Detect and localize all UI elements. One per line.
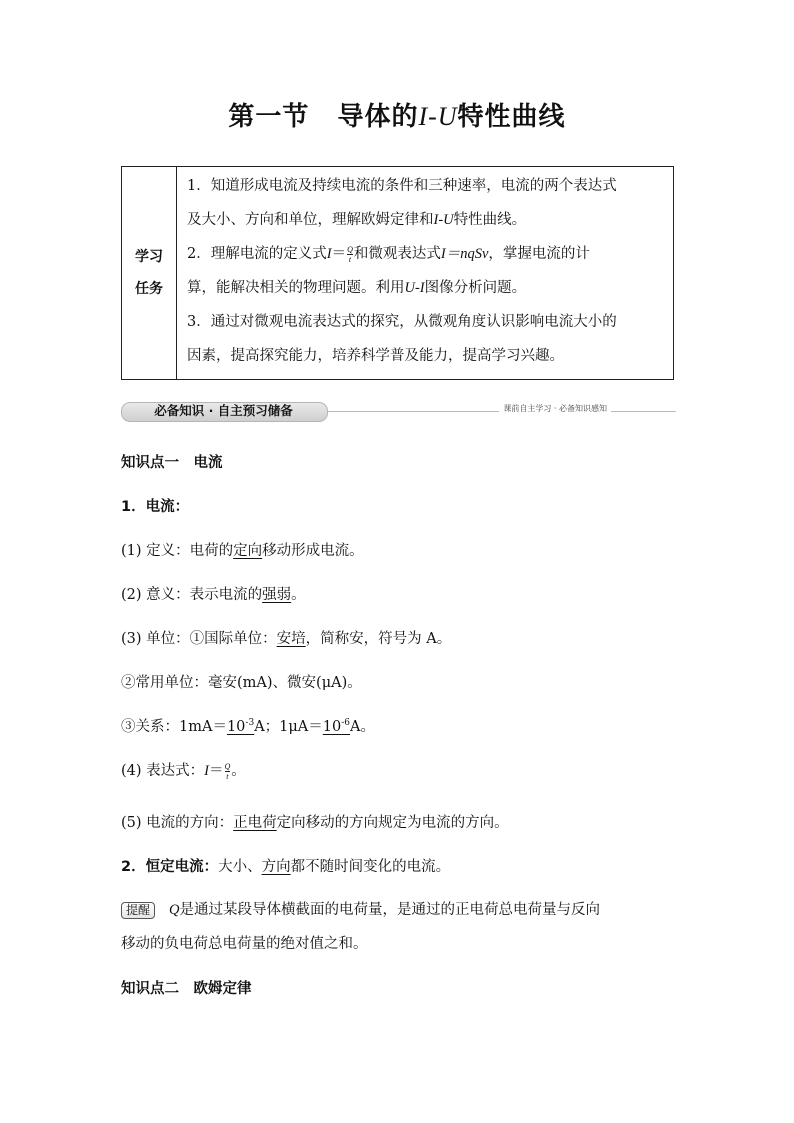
formula-var: Q bbox=[169, 902, 180, 918]
task-head-line1: 学习 bbox=[135, 249, 163, 265]
underlined-answer bbox=[323, 719, 350, 735]
title-italic: I-U bbox=[418, 102, 458, 131]
steady-current-line bbox=[121, 855, 450, 876]
formula-eq: ＝ bbox=[209, 763, 224, 779]
fraction bbox=[225, 762, 231, 781]
underlined-answer: 强弱 bbox=[262, 587, 292, 603]
text: 移动形成电流。 bbox=[262, 543, 364, 559]
text-italic: U-I bbox=[404, 280, 425, 296]
title-section: 第一节 bbox=[228, 102, 310, 132]
underlined-answer: 方向 bbox=[261, 859, 291, 875]
learning-task-label bbox=[122, 167, 177, 380]
learning-task-body bbox=[177, 167, 674, 380]
exponent: -3 bbox=[245, 718, 255, 729]
task-item-2 bbox=[187, 237, 663, 305]
text: ③关系：1mA＝ bbox=[121, 719, 227, 735]
formula-var: I bbox=[204, 763, 209, 779]
text-italic: I-U bbox=[433, 212, 454, 228]
common-unit-line: ②常用单位：毫安(mA)、微安(μA)。 bbox=[121, 675, 362, 691]
text: 10 bbox=[226, 719, 246, 735]
task-item-2-line2 bbox=[187, 271, 663, 305]
definition-line bbox=[121, 539, 364, 560]
text: 定向移动的方向规定为电流的方向。 bbox=[276, 815, 509, 831]
title-text-end: 特性曲线 bbox=[457, 102, 566, 132]
knowledge-point-1-heading: 知识点一 电流 bbox=[121, 455, 223, 471]
fraction bbox=[347, 245, 353, 264]
text: 。 bbox=[291, 587, 306, 603]
task-item-3-line2: 因素，提高探究能力，培养科学普及能力，提高学习兴趣。 bbox=[187, 348, 564, 364]
text: 大小、 bbox=[218, 859, 262, 875]
text: 及大小、方向和单位，理解欧姆定律和 bbox=[187, 212, 434, 228]
title-text: 导体的 bbox=[337, 102, 419, 132]
learning-task-table bbox=[121, 166, 674, 380]
direction-line bbox=[121, 811, 509, 832]
text: (4) 表达式： bbox=[121, 763, 205, 779]
text: 10 bbox=[322, 719, 342, 735]
exponent: -6 bbox=[341, 718, 351, 729]
fraction-numerator: Q bbox=[224, 761, 231, 771]
subheading-steady-current: 2．恒定电流： bbox=[121, 859, 219, 875]
underlined-answer: 定向 bbox=[233, 543, 263, 559]
text: 和微观表达式 bbox=[353, 246, 441, 262]
task-item-3-line1: 3．通过对微观电流表达式的探究，从微观角度认识影响电流大小的 bbox=[187, 314, 617, 330]
text: A。 bbox=[350, 719, 375, 735]
underlined-answer: 安培 bbox=[276, 631, 306, 647]
underlined-answer: 正电荷 bbox=[233, 815, 277, 831]
text: 算，能解决相关的物理问题。利用 bbox=[187, 280, 405, 296]
task-item-1 bbox=[187, 169, 663, 237]
expression-line bbox=[121, 759, 246, 781]
text: ，简称安，符号为 A。 bbox=[305, 631, 452, 647]
text: (1) 定义：电荷的 bbox=[121, 543, 234, 559]
text: 。 bbox=[231, 763, 246, 779]
text: 都不随时间变化的电流。 bbox=[290, 859, 451, 875]
fraction-numerator: Q bbox=[347, 244, 353, 254]
text: (2) 意义：表示电流的 bbox=[121, 587, 263, 603]
tip-badge: 提醒 bbox=[121, 902, 155, 919]
task-head-line2: 任务 bbox=[135, 281, 163, 297]
formula-var: I bbox=[326, 246, 332, 262]
tip-line-2: 移动的负电荷总电荷量的绝对值之和。 bbox=[121, 936, 368, 952]
subheading-current: 1．电流： bbox=[121, 499, 190, 515]
text: ，掌握电流的计 bbox=[488, 246, 590, 262]
tip-line-1 bbox=[121, 898, 600, 919]
relation-line bbox=[121, 715, 375, 736]
text: A；1μA＝ bbox=[254, 719, 323, 735]
unit-line bbox=[121, 627, 451, 648]
fraction-denominator: t bbox=[226, 771, 229, 781]
text: (3) 单位：①国际单位： bbox=[121, 631, 277, 647]
knowledge-point-2-heading: 知识点二 欧姆定律 bbox=[121, 981, 252, 997]
fraction-denominator: t bbox=[348, 254, 352, 264]
text: (5) 电流的方向： bbox=[121, 815, 234, 831]
text: 2．理解电流的定义式 bbox=[187, 246, 327, 262]
task-item-3 bbox=[187, 305, 663, 373]
task-item-1-line2 bbox=[187, 203, 663, 237]
banner-right-caption: 课前自主学习 · 必备知识感知 bbox=[499, 403, 611, 414]
formula: I＝nqSv bbox=[440, 246, 489, 262]
section-banner bbox=[121, 401, 676, 421]
banner-label: 必备知识 · 自主预习储备 bbox=[154, 403, 293, 418]
task-item-1-line1: 1．知道形成电流及持续电流的条件和三种速率，电流的两个表达式 bbox=[187, 178, 617, 194]
text: 是通过某段导体横截面的电荷量，是通过的正电荷总电荷量与反向 bbox=[179, 902, 600, 918]
formula-eq: ＝ bbox=[331, 246, 347, 262]
page-title bbox=[0, 96, 794, 133]
task-item-2-line1 bbox=[187, 237, 663, 271]
text: 特性曲线。 bbox=[453, 212, 527, 228]
meaning-line bbox=[121, 583, 306, 604]
text: 图像分析问题。 bbox=[424, 280, 527, 296]
underlined-answer bbox=[227, 719, 254, 735]
